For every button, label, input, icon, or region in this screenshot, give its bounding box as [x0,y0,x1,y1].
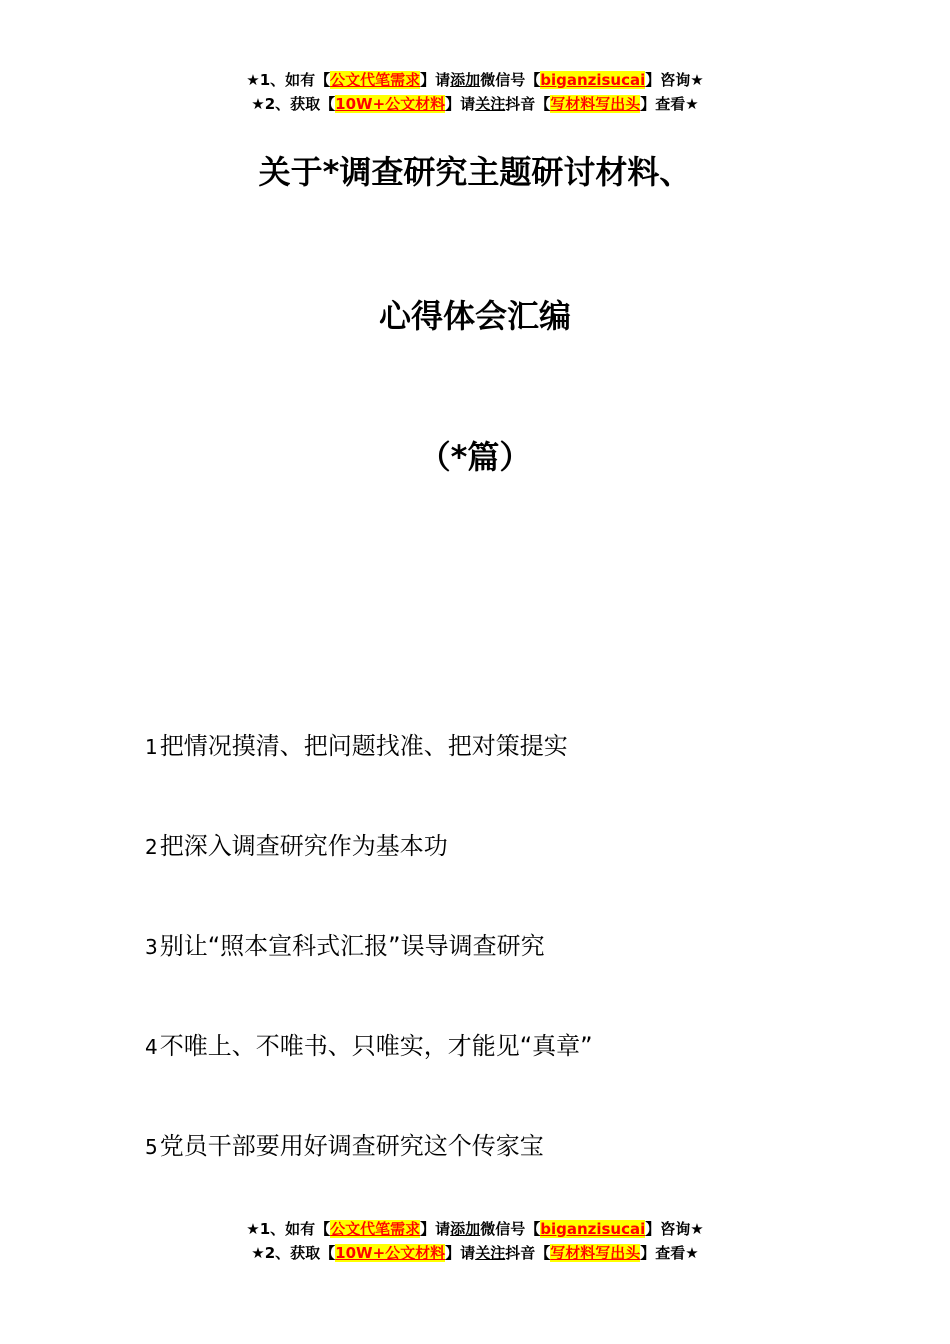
banner-text: 2、获取【 [264,95,336,113]
toc-item-number: 3 [145,935,158,959]
toc-item-text: 把深入调查研究作为基本功 [159,832,448,860]
banner-emphasis: 添加 [450,71,481,89]
toc-item-number: 4 [145,1035,158,1059]
banner-line-1 [0,1217,950,1241]
banner-text: 】请 [420,71,451,89]
banner-line-2 [0,1241,950,1265]
banner-emphasis: 关注 [475,1244,506,1262]
document-title-line-1: 关于*调查研究主题研讨材料、 [258,153,692,191]
star-icon: ★ [246,1220,260,1238]
banner-text: 】咨询 [645,71,691,89]
star-icon: ★ [246,71,260,89]
toc-item-text: 党员干部要用好调查研究这个传家宝 [159,1132,544,1160]
star-icon: ★ [251,1244,265,1262]
toc-item [145,728,593,828]
star-icon: ★ [251,95,265,113]
star-icon: ★ [685,1244,699,1262]
banner-text: 】请 [420,1220,451,1238]
star-icon: ★ [690,1220,704,1238]
banner-text: 微信号【 [480,71,541,89]
toc-item-number: 1 [145,735,158,759]
toc-item-text: 把情况摸清、把问题找准、把对策提实 [159,732,568,760]
ghostwriting-highlight: 公文代笔需求 [330,1220,421,1238]
toc-item [145,828,593,928]
ghostwriting-highlight: 公文代笔需求 [330,71,421,89]
toc-item-text: 别让“照本宣科式汇报”误导调查研究 [159,932,545,960]
star-icon: ★ [690,71,704,89]
banner-text: 】请 [445,95,476,113]
banner-emphasis: 关注 [475,95,506,113]
banner-line-1 [0,68,950,92]
banner-text: 】查看 [640,1244,686,1262]
banner-text: 微信号【 [480,1220,541,1238]
banner-text: 】请 [445,1244,476,1262]
star-icon: ★ [685,95,699,113]
bottom-banner [0,1217,950,1265]
materials-highlight: 10W+公文材料 [335,1244,446,1262]
banner-text: 抖音【 [505,1244,551,1262]
banner-text: 】咨询 [645,1220,691,1238]
document-title-count: （*篇） [418,438,532,476]
douyin-account-highlight: 写材料写出头 [550,1244,641,1262]
toc-item-text: 不唯上、不唯书、只唯实，才能见“真章” [159,1032,593,1060]
toc-item [145,1128,593,1228]
banner-text: 抖音【 [505,95,551,113]
douyin-account-highlight: 写材料写出头 [550,95,641,113]
wechat-id-highlight: biganzisucai [540,71,646,89]
materials-highlight: 10W+公文材料 [335,95,446,113]
document-title-line-2: 心得体会汇编 [378,297,571,335]
wechat-id-highlight: biganzisucai [540,1220,646,1238]
banner-line-2 [0,92,950,116]
banner-text: 2、获取【 [264,1244,336,1262]
table-of-contents [145,728,593,1228]
toc-item-number: 2 [145,835,158,859]
banner-text: 】查看 [640,95,686,113]
toc-item [145,1028,593,1128]
banner-emphasis: 添加 [450,1220,481,1238]
toc-item [145,928,593,1028]
banner-text: 1、如有【 [259,71,331,89]
top-banner [0,68,950,116]
banner-text: 1、如有【 [259,1220,331,1238]
toc-item-number: 5 [145,1135,158,1159]
